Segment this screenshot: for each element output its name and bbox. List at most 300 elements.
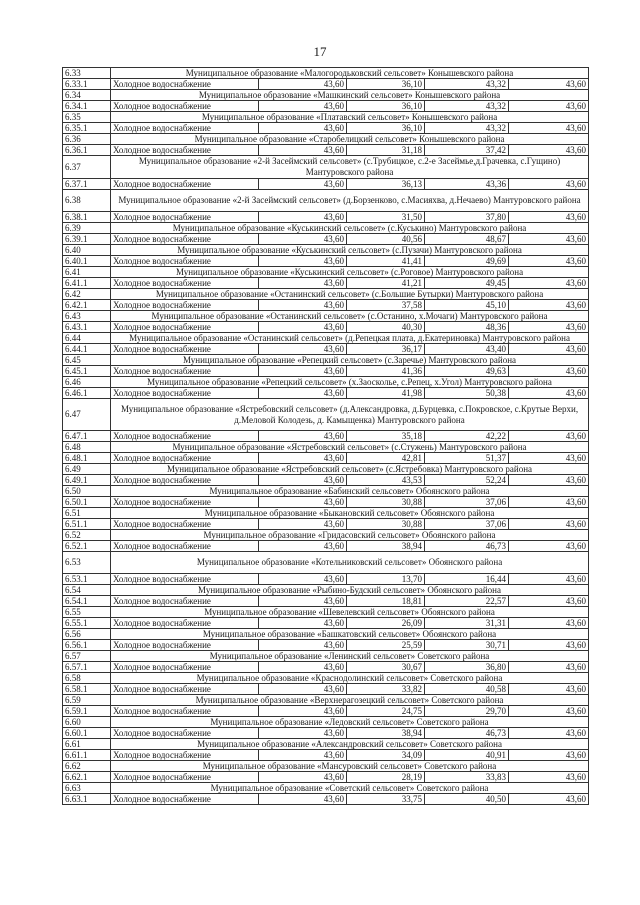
tariff-value-3: 43,32 [425, 79, 509, 90]
row-number: 6.45.1 [63, 366, 111, 377]
row-number: 6.40.1 [63, 256, 111, 267]
service-row [63, 519, 589, 530]
tariff-value-4: 43,60 [509, 101, 589, 112]
row-number: 6.51.1 [63, 519, 111, 530]
service-name: Холодное водоснабжение [111, 234, 259, 245]
tariff-value-1: 43,60 [259, 179, 347, 190]
tariff-value-3: 40,91 [425, 750, 509, 761]
row-number: 6.43.1 [63, 322, 111, 333]
row-number: 6.41 [63, 267, 111, 278]
row-number: 6.43 [63, 311, 111, 322]
tariff-value-1: 43,60 [259, 497, 347, 508]
service-row [63, 541, 589, 552]
service-row [63, 366, 589, 377]
tariff-value-1: 43,60 [259, 750, 347, 761]
row-number: 6.53 [63, 552, 111, 574]
municipality-row [63, 695, 589, 706]
municipality-title: Муниципальное образование «Платавский сельсовет» Конышевского района [111, 112, 589, 123]
tariff-value-3: 49,63 [425, 366, 509, 377]
municipality-row [63, 585, 589, 596]
tariff-value-4: 43,60 [509, 79, 589, 90]
municipality-title: Муниципальное образование «2-й Засеймский сельсовет» (д.Борзенково, с.Масияхва, д.Нечаево) Мантуровского района [111, 190, 589, 212]
service-name: Холодное водоснабжение [111, 278, 259, 289]
row-number: 6.39 [63, 223, 111, 234]
municipality-title: Муниципальное образование «Шевелевский сельсовет» Обоянского района [111, 607, 589, 618]
municipality-row [63, 717, 589, 728]
tariff-value-1: 43,60 [259, 388, 347, 399]
row-number: 6.36.1 [63, 145, 111, 156]
service-row [63, 344, 589, 355]
service-name: Холодное водоснабжение [111, 497, 259, 508]
tariff-value-4: 43,60 [509, 497, 589, 508]
municipality-title: Муниципальное образование «Куськинский сельсовет» (с.Пузачи) Мантуровского района [111, 245, 589, 256]
tariff-value-3: 43,40 [425, 344, 509, 355]
tariff-value-1: 43,60 [259, 300, 347, 311]
tariff-value-2: 24,75 [347, 706, 425, 717]
municipality-title: Муниципальное образование «Советский сельсовет» Советского района [111, 783, 589, 794]
tariff-value-1: 43,60 [259, 79, 347, 90]
service-row [63, 234, 589, 245]
tariff-value-3: 49,69 [425, 256, 509, 267]
municipality-title: Муниципальное образование «Останинский сельсовет» (с.Останино, х.Мочаги) Мантуровского района [111, 311, 589, 322]
tariff-table [62, 67, 589, 805]
page-number: 17 [313, 44, 327, 59]
tariff-value-3: 46,73 [425, 541, 509, 552]
tariff-value-3: 43,32 [425, 101, 509, 112]
municipality-title: Муниципальное образование «Малогородьковский сельсовет» Конышевского района [111, 68, 589, 79]
tariff-value-2: 30,67 [347, 662, 425, 673]
tariff-value-1: 43,60 [259, 618, 347, 629]
tariff-value-3: 22,57 [425, 596, 509, 607]
tariff-value-4: 43,60 [509, 706, 589, 717]
municipality-row [63, 399, 589, 431]
service-row [63, 101, 589, 112]
service-name: Холодное водоснабжение [111, 640, 259, 651]
row-number: 6.56 [63, 629, 111, 640]
tariff-value-1: 43,60 [259, 256, 347, 267]
row-number: 6.58.1 [63, 684, 111, 695]
tariff-value-4: 43,60 [509, 145, 589, 156]
tariff-value-4: 43,60 [509, 596, 589, 607]
tariff-value-1: 43,60 [259, 278, 347, 289]
municipality-row [63, 112, 589, 123]
tariff-value-2: 33,75 [347, 794, 425, 805]
tariff-value-4: 43,60 [509, 388, 589, 399]
tariff-value-1: 43,60 [259, 684, 347, 695]
service-row [63, 475, 589, 486]
row-number: 6.38.1 [63, 212, 111, 223]
municipality-row [63, 245, 589, 256]
service-row [63, 706, 589, 717]
tariff-value-4: 43,60 [509, 256, 589, 267]
tariff-value-2: 42,81 [347, 453, 425, 464]
row-number: 6.63.1 [63, 794, 111, 805]
municipality-title: Муниципальное образование «Быкановский сельсовет» Обоянского района [111, 508, 589, 519]
municipality-row [63, 739, 589, 750]
municipality-row [63, 442, 589, 453]
tariff-value-2: 28,19 [347, 772, 425, 783]
municipality-row [63, 783, 589, 794]
row-number: 6.61 [63, 739, 111, 750]
service-row [63, 728, 589, 739]
tariff-value-2: 38,94 [347, 728, 425, 739]
municipality-row [63, 508, 589, 519]
row-number: 6.49.1 [63, 475, 111, 486]
row-number: 6.40 [63, 245, 111, 256]
row-number: 6.47 [63, 399, 111, 431]
service-row [63, 794, 589, 805]
service-name: Холодное водоснабжение [111, 475, 259, 486]
tariff-value-3: 45,10 [425, 300, 509, 311]
tariff-value-2: 31,18 [347, 145, 425, 156]
municipality-title: Муниципальное образование «Старобелицкий сельсовет» Конышевского района [111, 134, 589, 145]
tariff-value-2: 25,59 [347, 640, 425, 651]
tariff-value-3: 37,80 [425, 212, 509, 223]
tariff-value-4: 43,60 [509, 475, 589, 486]
row-number: 6.46 [63, 377, 111, 388]
tariff-value-1: 43,60 [259, 212, 347, 223]
service-row [63, 497, 589, 508]
tariff-value-3: 49,45 [425, 278, 509, 289]
row-number: 6.52 [63, 530, 111, 541]
tariff-value-3: 43,36 [425, 179, 509, 190]
municipality-row [63, 289, 589, 300]
tariff-value-4: 43,60 [509, 519, 589, 530]
tariff-value-4: 43,60 [509, 322, 589, 333]
municipality-row [63, 156, 589, 179]
tariff-value-2: 30,88 [347, 519, 425, 530]
row-number: 6.62 [63, 761, 111, 772]
service-name: Холодное водоснабжение [111, 431, 259, 442]
row-number: 6.50.1 [63, 497, 111, 508]
tariff-value-2: 36,17 [347, 344, 425, 355]
row-number: 6.59.1 [63, 706, 111, 717]
tariff-value-4: 43,60 [509, 179, 589, 190]
tariff-value-4: 43,60 [509, 640, 589, 651]
tariff-value-1: 43,60 [259, 145, 347, 156]
service-name: Холодное водоснабжение [111, 541, 259, 552]
row-number: 6.35.1 [63, 123, 111, 134]
service-name: Холодное водоснабжение [111, 322, 259, 333]
tariff-value-2: 26,09 [347, 618, 425, 629]
municipality-title: Муниципальное образование «Останинский сельсовет» (с.Большие Бутырки) Мантуровского района [111, 289, 589, 300]
tariff-value-3: 36,80 [425, 662, 509, 673]
service-name: Холодное водоснабжение [111, 179, 259, 190]
tariff-value-2: 13,70 [347, 574, 425, 585]
service-name: Холодное водоснабжение [111, 519, 259, 530]
tariff-value-2: 36,10 [347, 123, 425, 134]
service-name: Холодное водоснабжение [111, 145, 259, 156]
tariff-value-3: 40,58 [425, 684, 509, 695]
tariff-value-2: 40,56 [347, 234, 425, 245]
row-number: 6.37.1 [63, 179, 111, 190]
service-name: Холодное водоснабжение [111, 706, 259, 717]
tariff-value-3: 37,06 [425, 497, 509, 508]
municipality-title: Муниципальное образование «Бабинский сельсовет» Обоянского района [111, 486, 589, 497]
municipality-row [63, 651, 589, 662]
tariff-value-1: 43,60 [259, 772, 347, 783]
row-number: 6.44 [63, 333, 111, 344]
tariff-value-1: 43,60 [259, 541, 347, 552]
tariff-value-2: 30,88 [347, 497, 425, 508]
municipality-row [63, 761, 589, 772]
tariff-value-1: 43,60 [259, 574, 347, 585]
service-row [63, 179, 589, 190]
municipality-row [63, 223, 589, 234]
service-row [63, 453, 589, 464]
tariff-value-1: 43,60 [259, 794, 347, 805]
service-row [63, 79, 589, 90]
municipality-row [63, 464, 589, 475]
tariff-value-4: 43,60 [509, 794, 589, 805]
municipality-title: Муниципальное образование «Верхнерагозецкий сельсовет» Советского района [111, 695, 589, 706]
service-name: Холодное водоснабжение [111, 79, 259, 90]
tariff-value-1: 43,60 [259, 519, 347, 530]
municipality-title: Муниципальное образование «2-й Засеймский сельсовет» (с.Трубицкое, с.2-е Засеймье,д.Грачевка, с.Гущино) Мантуровского района [111, 156, 589, 179]
row-number: 6.33.1 [63, 79, 111, 90]
tariff-value-4: 43,60 [509, 278, 589, 289]
municipality-title: Муниципальное образование «Куськинский сельсовет» (с.Куськино) Мантуровского района [111, 223, 589, 234]
tariff-value-1: 43,60 [259, 475, 347, 486]
service-name: Холодное водоснабжение [111, 574, 259, 585]
tariff-value-1: 43,60 [259, 640, 347, 651]
row-number: 6.34.1 [63, 101, 111, 112]
municipality-title: Муниципальное образование «Башкатовский сельсовет» Обоянского района [111, 629, 589, 640]
service-name: Холодное водоснабжение [111, 101, 259, 112]
tariff-value-4: 43,60 [509, 618, 589, 629]
service-name: Холодное водоснабжение [111, 300, 259, 311]
row-number: 6.33 [63, 68, 111, 79]
tariff-value-4: 43,60 [509, 750, 589, 761]
row-number: 6.57.1 [63, 662, 111, 673]
tariff-value-3: 50,38 [425, 388, 509, 399]
service-row [63, 322, 589, 333]
row-number: 6.60.1 [63, 728, 111, 739]
row-number: 6.53.1 [63, 574, 111, 585]
municipality-title: Муниципальное образование «Александровский сельсовет» Советского района [111, 739, 589, 750]
municipality-row [63, 355, 589, 366]
tariff-value-4: 43,60 [509, 366, 589, 377]
tariff-value-4: 43,60 [509, 453, 589, 464]
municipality-row [63, 530, 589, 541]
service-row [63, 772, 589, 783]
tariff-value-1: 43,60 [259, 431, 347, 442]
tariff-value-3: 29,70 [425, 706, 509, 717]
row-number: 6.39.1 [63, 234, 111, 245]
tariff-value-3: 40,50 [425, 794, 509, 805]
service-row [63, 684, 589, 695]
municipality-title: Муниципальное образование «Куськинский сельсовет» (с.Роговое) Мантуровского района [111, 267, 589, 278]
tariff-value-2: 36,10 [347, 101, 425, 112]
municipality-title: Муниципальное образование «Краснодолинский сельсовет» Советского района [111, 673, 589, 684]
row-number: 6.42.1 [63, 300, 111, 311]
tariff-value-1: 43,60 [259, 662, 347, 673]
service-name: Холодное водоснабжение [111, 256, 259, 267]
municipality-row [63, 134, 589, 145]
tariff-value-1: 43,60 [259, 453, 347, 464]
tariff-value-4: 43,60 [509, 728, 589, 739]
municipality-row [63, 377, 589, 388]
service-name: Холодное водоснабжение [111, 123, 259, 134]
municipality-title: Муниципальное образование «Мансуровский сельсовет» Советского района [111, 761, 589, 772]
row-number: 6.36 [63, 134, 111, 145]
row-number: 6.48.1 [63, 453, 111, 464]
service-row [63, 618, 589, 629]
tariff-value-1: 43,60 [259, 596, 347, 607]
row-number: 6.51 [63, 508, 111, 519]
row-number: 6.56.1 [63, 640, 111, 651]
tariff-value-3: 31,31 [425, 618, 509, 629]
row-number: 6.45 [63, 355, 111, 366]
service-name: Холодное водоснабжение [111, 794, 259, 805]
tariff-value-3: 42,22 [425, 431, 509, 442]
service-row [63, 145, 589, 156]
tariff-value-3: 51,37 [425, 453, 509, 464]
service-name: Холодное водоснабжение [111, 728, 259, 739]
tariff-value-1: 43,60 [259, 728, 347, 739]
municipality-row [63, 267, 589, 278]
service-row [63, 596, 589, 607]
tariff-value-3: 33,83 [425, 772, 509, 783]
tariff-value-2: 43,53 [347, 475, 425, 486]
tariff-value-4: 43,60 [509, 662, 589, 673]
municipality-row [63, 68, 589, 79]
service-row [63, 750, 589, 761]
tariff-value-4: 43,60 [509, 574, 589, 585]
tariff-value-2: 41,21 [347, 278, 425, 289]
row-number: 6.47.1 [63, 431, 111, 442]
row-number: 6.34 [63, 90, 111, 101]
tariff-value-1: 43,60 [259, 234, 347, 245]
service-row [63, 431, 589, 442]
row-number: 6.63 [63, 783, 111, 794]
row-number: 6.46.1 [63, 388, 111, 399]
tariff-value-2: 18,81 [347, 596, 425, 607]
row-number: 6.54.1 [63, 596, 111, 607]
municipality-title: Муниципальное образование «Ястребовский сельсовет» (с.Стужень) Мантуровского района [111, 442, 589, 453]
tariff-value-1: 43,60 [259, 344, 347, 355]
row-number: 6.48 [63, 442, 111, 453]
tariff-value-1: 43,60 [259, 322, 347, 333]
row-number: 6.60 [63, 717, 111, 728]
municipality-title: Муниципальное образование «Репецкий сельсовет» (х.Заосколье, с.Репец, х.Угол) Мантуровского района [111, 377, 589, 388]
municipality-title: Муниципальное образование «Репецкий сельсовет» (с.Заречье) Мантуровского района [111, 355, 589, 366]
service-name: Холодное водоснабжение [111, 662, 259, 673]
tariff-value-2: 36,10 [347, 79, 425, 90]
service-row [63, 256, 589, 267]
service-name: Холодное водоснабжение [111, 453, 259, 464]
tariff-value-4: 43,60 [509, 431, 589, 442]
tariff-value-4: 43,60 [509, 344, 589, 355]
tariff-value-3: 30,71 [425, 640, 509, 651]
tariff-value-2: 31,50 [347, 212, 425, 223]
tariff-value-2: 34,09 [347, 750, 425, 761]
row-number: 6.49 [63, 464, 111, 475]
row-number: 6.52.1 [63, 541, 111, 552]
tariff-value-3: 46,73 [425, 728, 509, 739]
row-number: 6.44.1 [63, 344, 111, 355]
row-number: 6.42 [63, 289, 111, 300]
service-name: Холодное водоснабжение [111, 212, 259, 223]
row-number: 6.62.1 [63, 772, 111, 783]
tariff-table-body [63, 68, 589, 805]
tariff-value-3: 48,67 [425, 234, 509, 245]
tariff-value-2: 41,41 [347, 256, 425, 267]
service-row [63, 662, 589, 673]
service-row [63, 300, 589, 311]
tariff-value-2: 33,82 [347, 684, 425, 695]
row-number: 6.38 [63, 190, 111, 212]
tariff-value-4: 43,60 [509, 300, 589, 311]
municipality-row [63, 629, 589, 640]
municipality-title: Муниципальное образование «Машкинский сельсовет» Конышевского района [111, 90, 589, 101]
municipality-title: Муниципальное образование «Останинский сельсовет» (д.Репецкая плата, д.Екатериновка) Мантуровского района [111, 333, 589, 344]
tariff-value-1: 43,60 [259, 706, 347, 717]
tariff-value-4: 43,60 [509, 541, 589, 552]
tariff-value-3: 37,06 [425, 519, 509, 530]
municipality-row [63, 673, 589, 684]
tariff-value-1: 43,60 [259, 123, 347, 134]
tariff-value-2: 37,58 [347, 300, 425, 311]
service-row [63, 278, 589, 289]
tariff-value-2: 35,18 [347, 431, 425, 442]
municipality-title: Муниципальное образование «Котельниковский сельсовет» Обоянского района [111, 552, 589, 574]
row-number: 6.55 [63, 607, 111, 618]
service-name: Холодное водоснабжение [111, 750, 259, 761]
municipality-row [63, 90, 589, 101]
row-number: 6.41.1 [63, 278, 111, 289]
tariff-value-4: 43,60 [509, 684, 589, 695]
service-name: Холодное водоснабжение [111, 684, 259, 695]
row-number: 6.50 [63, 486, 111, 497]
row-number: 6.59 [63, 695, 111, 706]
municipality-title: Муниципальное образование «Гридасовский сельсовет» Обоянского района [111, 530, 589, 541]
municipality-row [63, 486, 589, 497]
service-name: Холодное водоснабжение [111, 772, 259, 783]
tariff-value-1: 43,60 [259, 101, 347, 112]
row-number: 6.54 [63, 585, 111, 596]
municipality-row [63, 333, 589, 344]
tariff-value-3: 37,42 [425, 145, 509, 156]
municipality-title: Муниципальное образование «Ястребовский сельсовет» (д.Александровка, д.Бурцевка, с.Покровское, с.Крутые Верхи, д.Меловой Колодезь, д. Камыщенка) Мантуровского района [111, 399, 589, 431]
row-number: 6.37 [63, 156, 111, 179]
service-name: Холодное водоснабжение [111, 596, 259, 607]
tariff-value-4: 43,60 [509, 234, 589, 245]
service-row [63, 212, 589, 223]
service-row [63, 640, 589, 651]
municipality-title: Муниципальное образование «Ледовский сельсовет» Советского района [111, 717, 589, 728]
service-row [63, 574, 589, 585]
municipality-row [63, 607, 589, 618]
municipality-row [63, 311, 589, 322]
service-name: Холодное водоснабжение [111, 388, 259, 399]
tariff-value-4: 43,60 [509, 772, 589, 783]
row-number: 6.35 [63, 112, 111, 123]
row-number: 6.57 [63, 651, 111, 662]
tariff-value-1: 43,60 [259, 366, 347, 377]
tariff-value-2: 36,13 [347, 179, 425, 190]
tariff-value-4: 43,60 [509, 212, 589, 223]
tariff-value-3: 48,36 [425, 322, 509, 333]
municipality-title: Муниципальное образование «Ленинский сельсовет» Советского района [111, 651, 589, 662]
tariff-value-3: 16,44 [425, 574, 509, 585]
municipality-row [63, 190, 589, 212]
municipality-row [63, 552, 589, 574]
tariff-value-2: 41,36 [347, 366, 425, 377]
tariff-value-3: 52,24 [425, 475, 509, 486]
municipality-title: Муниципальное образование «Рыбино-Будский сельсовет» Обоянского района [111, 585, 589, 596]
tariff-value-3: 43,32 [425, 123, 509, 134]
